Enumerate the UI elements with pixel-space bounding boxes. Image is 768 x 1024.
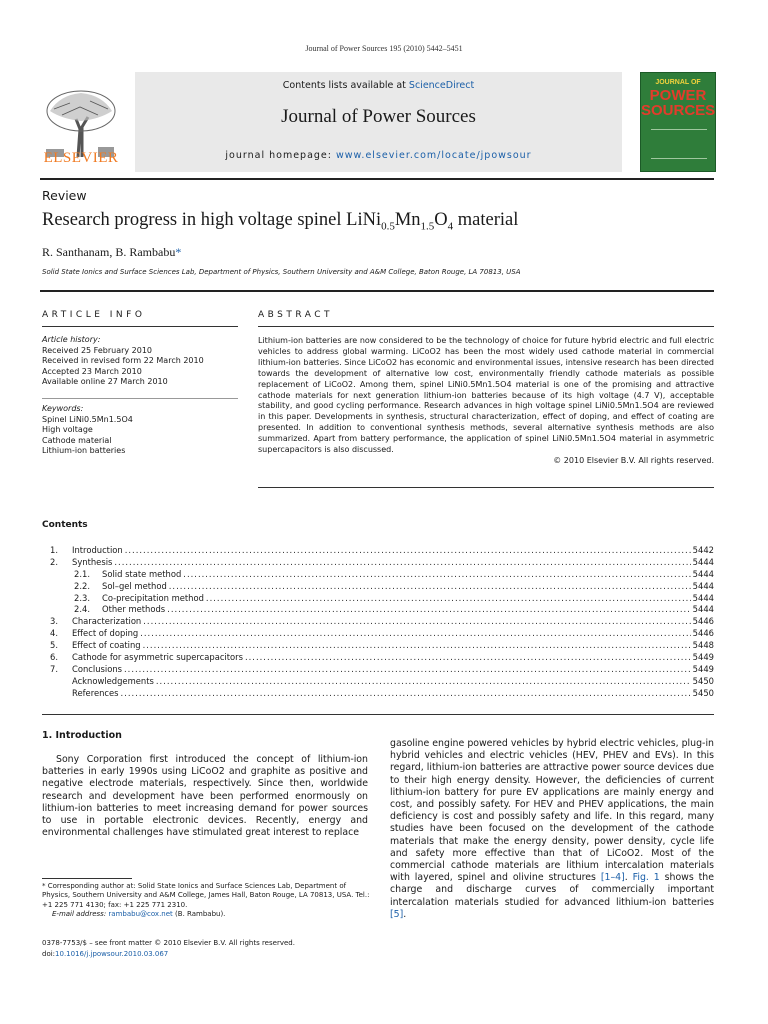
toc-title[interactable]: References	[72, 687, 119, 698]
toc-title[interactable]: Conclusions	[72, 663, 123, 674]
toc-entry[interactable]	[50, 581, 714, 593]
toc-number: 1.	[50, 545, 58, 555]
doi-line	[42, 949, 295, 960]
toc-number: 6.	[50, 652, 58, 663]
toc-leader-dots	[143, 616, 690, 628]
toc-title[interactable]: Co-precipitation method	[102, 592, 204, 603]
toc-number: 2.3.	[74, 592, 90, 603]
history-revised: Received in revised form 22 March 2010	[42, 356, 204, 365]
contents-heading: Contents	[42, 520, 88, 530]
journal-cover-thumbnail	[640, 72, 716, 172]
intro-right-column: gasoline engine powered vehicles by hybrid electric vehicles, plug-in hybrid vehicles and electric vehicles (HEV, PHEV and EVs). In this regard, lithium-ion batteries are attractive power source devices due to their high energy density. However, the deficiencies of current lithium-ion battery for pure EV applications are mainly energy and cost, and possibly safety. For HEV and PHEV applications, the main deficiency is cost and possibly safety and life. In this regard, many studies have been focused on the development of the cathode materials that make the energy density, power density, cycle life and safety more effective than that of LiCoO2. Most of the commercial cathode materials are lithium intercalation materials with layered, spinel and olivine structures [1–4]. Fig. 1 shows the charge and discharge curves of commercially important intercalation materials studied for advanced lithium-ion batteries [5].	[390, 738, 715, 920]
toc-page: 5444	[692, 568, 714, 579]
table-of-contents	[50, 545, 714, 700]
email-label: E-mail address:	[52, 910, 107, 919]
corresponding-author-mark[interactable]: *	[175, 245, 182, 259]
intro-right-text: gasoline engine powered vehicles by hybrid electric vehicles, plug-in hybrid vehicles and electric vehicles (HEV, PHEV and EVs). In this regard, lithium-ion batteries are attractive power source devices due to their high energy density. However, the deficiencies of current lithium-ion battery for pure EV applications are mainly energy and cost, and possibly safety. For HEV and PHEV applications, the main deficiency is cost and possibly safety and life. In this regard, many studies have been focused on the development of the cathode materials that make the energy density, power density, cycle life and safety more effective than that of LiCoO2. Most of the commercial cathode materials are lithium intercalation materials with layered, spinel and olivine structures	[390, 738, 714, 884]
toc-entry[interactable]	[50, 604, 714, 616]
toc-title[interactable]: Other methods	[102, 604, 166, 615]
history-received: Received 25 February 2010	[42, 345, 153, 355]
footnote-text: * Corresponding author at: Solid State Ionics and Surface Sciences Lab, Department of Physics, Southern University and A&M College, James Hall, Baton Rouge, LA 70813, USA. Tel.: +1 225 771 4130; fax: +1 225 771 2310.	[42, 882, 370, 909]
contents-prefix: Contents lists available at	[282, 80, 409, 91]
running-head: Journal of Power Sources 195 (2010) 5442–5451	[305, 44, 463, 53]
toc-page: 5444	[692, 604, 714, 615]
toc-leader-dots	[143, 640, 691, 652]
toc-leader-dots	[206, 593, 691, 605]
elsevier-wordmark: ELSEVIER	[43, 150, 119, 166]
figure-link[interactable]: Fig. 1	[632, 872, 660, 884]
toc-page: 5444	[692, 580, 714, 591]
toc-page: 5444	[692, 592, 714, 603]
journal-name: Journal of Power Sources	[281, 106, 476, 127]
abstract-text: Lithium-ion batteries are now considered to be the technology of choice for future hybrid electric and full electric vehicles to address global warming. LiCoO2 has been the most widely used cathode material in commercial lithium-ion batteries. Since LiCoO2 has economic and environmental issues, intensive research has been directed towards the development of alternative low cost, environmentally friendly cathode materials as possible replacement of LiCoO2. Among them, spinel LiNi0.5Mn1.5O4 material is one of the promising and attractive cathode materials for next generation lithium-ion batteries because of its high voltage (4.7 V), acceptable stability, and good cycling performance. Research advances in high voltage spinel LiNi0.5Mn1.5O4 are reviewed in this paper. Developments in synthesis, structural characterization, effect of doping, and effect of coating are presented. In addition to conventional synthesis methods, several alternative synthesis methods are also summarized. Apart from battery performance, the application of spinel LiNi0.5Mn1.5O4 material in asymmetric supercapacitors is also discussed.	[258, 336, 714, 455]
title-sub: 0.5	[381, 220, 395, 233]
contents-available-line	[135, 80, 622, 91]
title-part: material	[453, 210, 519, 230]
title-part: Mn	[394, 210, 421, 230]
toc-entry[interactable]	[50, 664, 714, 676]
citation-link[interactable]: [5]	[390, 908, 404, 920]
footnote-email	[42, 910, 372, 919]
toc-title[interactable]: Synthesis	[72, 556, 113, 567]
article-info-heading: ARTICLE INFO	[42, 310, 146, 320]
keywords-label: Keywords:	[42, 404, 84, 413]
doi-prefix: doi:	[42, 950, 56, 958]
issn-line: 0378-7753/$ – see front matter © 2010 Elsevier B.V. All rights reserved.	[42, 939, 295, 947]
masthead-rule	[40, 178, 714, 180]
toc-title[interactable]: Introduction	[72, 545, 123, 555]
title-part: O	[434, 210, 448, 230]
keyword: Cathode material	[42, 435, 112, 445]
toc-leader-dots	[121, 688, 691, 700]
article-type: Review	[42, 188, 87, 203]
toc-page: 5449	[692, 652, 714, 663]
toc-leader-dots	[124, 664, 691, 676]
history-label: Article history:	[42, 335, 101, 344]
title-sub: 1.5	[420, 220, 435, 233]
toc-number: 2.1.	[74, 568, 90, 579]
toc-leader-dots	[140, 628, 690, 640]
homepage-prefix: journal homepage:	[225, 150, 336, 161]
toc-entry[interactable]	[50, 688, 714, 700]
email-owner: (B. Rambabu).	[175, 910, 226, 919]
toc-leader-dots	[169, 581, 691, 593]
abstract-copyright: © 2010 Elsevier B.V. All rights reserved.	[553, 455, 714, 465]
toc-title[interactable]: Acknowledgements	[72, 675, 154, 686]
toc-entry[interactable]	[50, 569, 714, 581]
article-info-divider	[42, 398, 238, 399]
toc-number: 2.4.	[74, 604, 90, 615]
toc-page: 5444	[692, 556, 714, 567]
toc-leader-dots	[125, 545, 691, 557]
keyword: Spinel LiNi0.5Mn1.5O4	[42, 414, 133, 424]
cover-line1: JOURNAL OF	[655, 79, 701, 86]
citation-link[interactable]: [1–4]	[600, 872, 625, 884]
toc-page: 5449	[692, 663, 714, 674]
author-names: R. Santhanam, B. Rambabu	[42, 245, 176, 259]
toc-title[interactable]: Cathode for asymmetric supercapacitors	[72, 652, 243, 663]
toc-number: 3.	[50, 616, 58, 627]
authors	[42, 245, 181, 260]
title-sub: 4	[447, 220, 454, 233]
toc-page: 5446	[692, 628, 714, 639]
abstract-body	[258, 336, 714, 467]
toc-entry[interactable]	[50, 640, 714, 652]
toc-title[interactable]: Solid state method	[102, 568, 182, 579]
history-online: Available online 27 March 2010	[42, 377, 168, 386]
toc-leader-dots	[114, 557, 690, 569]
abstract-rule	[258, 326, 714, 327]
introduction-heading: 1. Introduction	[42, 730, 122, 741]
title-part: Research progress in high voltage spinel LiNi	[42, 210, 382, 230]
toc-title[interactable]: Effect of doping	[72, 628, 139, 639]
paper-title	[42, 210, 518, 233]
cover-decoration	[651, 129, 707, 159]
toc-leader-dots	[167, 604, 691, 616]
toc-number: 4.	[50, 628, 58, 639]
article-history	[42, 335, 232, 388]
keyword: High voltage	[42, 425, 93, 434]
abstract-heading: ABSTRACT	[258, 310, 334, 320]
toc-leader-dots	[183, 569, 690, 581]
toc-number: 2.2.	[74, 580, 90, 591]
toc-leader-dots	[156, 676, 691, 688]
toc-page: 5450	[692, 687, 714, 698]
toc-title[interactable]: Characterization	[72, 616, 142, 627]
toc-entry[interactable]	[50, 616, 714, 628]
toc-entry[interactable]	[50, 676, 714, 688]
intro-right-text2: shows the charge and discharge curves of commercially important intercalation materials studied for advanced lithium-ion batteries	[390, 872, 715, 908]
footnote	[42, 882, 372, 920]
toc-entry[interactable]	[50, 652, 714, 664]
homepage-link[interactable]: www.elsevier.com/locate/jpowsour	[336, 150, 532, 161]
cover-line2: POWER SOURCES	[641, 87, 716, 119]
toc-page: 5448	[692, 640, 714, 651]
toc-number: 5.	[50, 640, 58, 651]
article-info-rule	[42, 326, 238, 327]
toc-number: 7.	[50, 663, 58, 674]
history-accepted: Accepted 23 March 2010	[42, 366, 142, 376]
toc-number: 2.	[50, 556, 58, 567]
contents-bottom-rule	[42, 714, 714, 715]
homepage-line	[135, 150, 622, 161]
title-rule	[40, 290, 714, 292]
sciencedirect-link[interactable]: ScienceDirect	[408, 80, 475, 91]
intro-left-column: Sony Corporation first introduced the concept of lithium-ion batteries in early 1990s using LiCoO2 and graphite as positive and negative electrode materials, respectively. Since then, worldwide research and development have been performed enormously on lithium-ion batteries to meet increasing demand for power sources to use in portable electronic devices. Recently, energy and environmental challenges have stimulated great interest to replace	[42, 754, 368, 839]
toc-title[interactable]: Effect of coating	[72, 640, 141, 651]
affiliation: Solid State Ionics and Surface Sciences Lab, Department of Physics, Southern University and A&M College, Baton Rouge, LA 70813, USA	[42, 268, 521, 276]
footnote-rule	[42, 878, 132, 879]
toc-entry[interactable]	[50, 557, 714, 569]
email-link[interactable]: rambabu@cox.net	[108, 910, 173, 919]
doi-link[interactable]: 10.1016/j.jpowsour.2010.03.067	[55, 950, 169, 958]
toc-title[interactable]: Sol–gel method	[102, 580, 167, 591]
toc-leader-dots	[245, 652, 691, 664]
toc-page: 5442	[692, 545, 714, 555]
keywords	[42, 404, 232, 457]
bottom-meta	[42, 938, 295, 960]
abstract-bottom-rule	[258, 487, 714, 488]
toc-page: 5450	[692, 675, 714, 686]
keyword: Lithium-ion batteries	[42, 446, 126, 455]
toc-page: 5446	[692, 616, 714, 627]
toc-entry[interactable]	[50, 593, 714, 605]
toc-entry[interactable]	[50, 545, 714, 557]
toc-entry[interactable]	[50, 628, 714, 640]
